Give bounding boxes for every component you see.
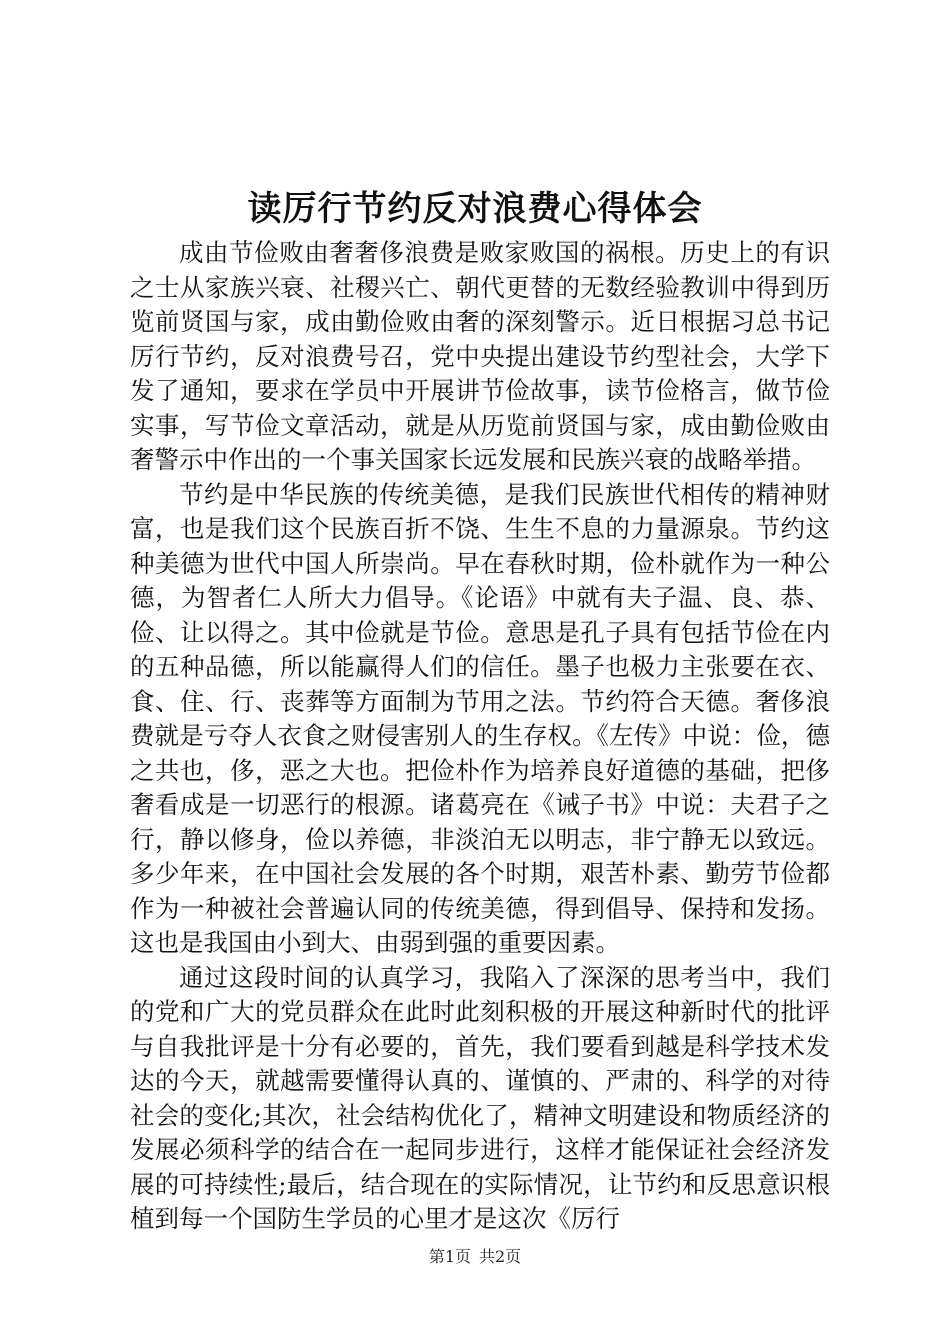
paragraph-1: 成由节俭败由奢奢侈浪费是败家败国的祸根。历史上的有识之士从家族兴衰、社稷兴亡、朝代更替的无数经验教训中得到历览前贤国与家，成由勤俭败由奢的深刻警示。近日根据习总书记厉行节约，反对浪费号召，党中央提出建设节约型社会，大学下发了通知，要求在学员中开展讲节俭故事，读节俭格言，做节俭实事，写节俭文章活动，就是从历览前贤国与家，成由勤俭败由奢警示中作出的一个事关国家长远发展和民族兴衰的战略举措。 xyxy=(130,238,830,474)
paragraph-2: 节约是中华民族的传统美德，是我们民族世代相传的精神财富，也是我们这个民族百折不饶、生生不息的力量源泉。节约这种美德为世代中国人所崇尚。早在春秋时期，俭朴就作为一种公德，为智者仁人所大力倡导。《论语》中就有夫子温、良、恭、俭、让以得之。其中俭就是节俭。意思是孔子具有包括节俭在内的五种品德，所以能赢得人们的信任。墨子也极力主张要在衣、食、住、行、丧葬等方面制为节用之法。节约符合天德。奢侈浪费就是亏夺人衣食之财侵害别人的生存权。《左传》中说：俭，德之共也，侈，恶之大也。把俭朴作为培养良好道德的基础，把侈奢看成是一切恶行的根源。诸葛亮在《诫子书》中说：夫君子之行，静以修身，俭以养德，非淡泊无以明志，非宁静无以致远。多少年来，在中国社会发展的各个时期，艰苦朴素、勤劳节俭都作为一种被社会普遍认同的传统美德，得到倡导、保持和发扬。这也是我国由小到大、由弱到强的重要因素。 xyxy=(130,479,830,957)
page-number: 第1页 xyxy=(428,1247,471,1266)
page-footer xyxy=(0,1247,950,1267)
page-total: 共2页 xyxy=(479,1247,522,1266)
paragraph-3: 通过这段时间的认真学习，我陷入了深深的思考当中，我们的党和广大的党员群众在此时此刻积极的开展这种新时代的批评与自我批评是十分有必要的，首先，我们要看到越是科学技术发达的今天，就越需要懂得认真的、谨慎的、严肃的、科学的对待社会的变化;其次，社会结构优化了，精神文明建设和物质经济的发展必须科学的结合在一起同步进行，这样才能保证社会经济发展的可持续性;最后，结合现在的实际情况，让节约和反思意识根植到每一个国防生学员的心里才是这次《厉行 xyxy=(130,962,830,1233)
document-title: 读厉行节约反对浪费心得体会 xyxy=(247,189,703,229)
document-body xyxy=(130,236,830,1237)
